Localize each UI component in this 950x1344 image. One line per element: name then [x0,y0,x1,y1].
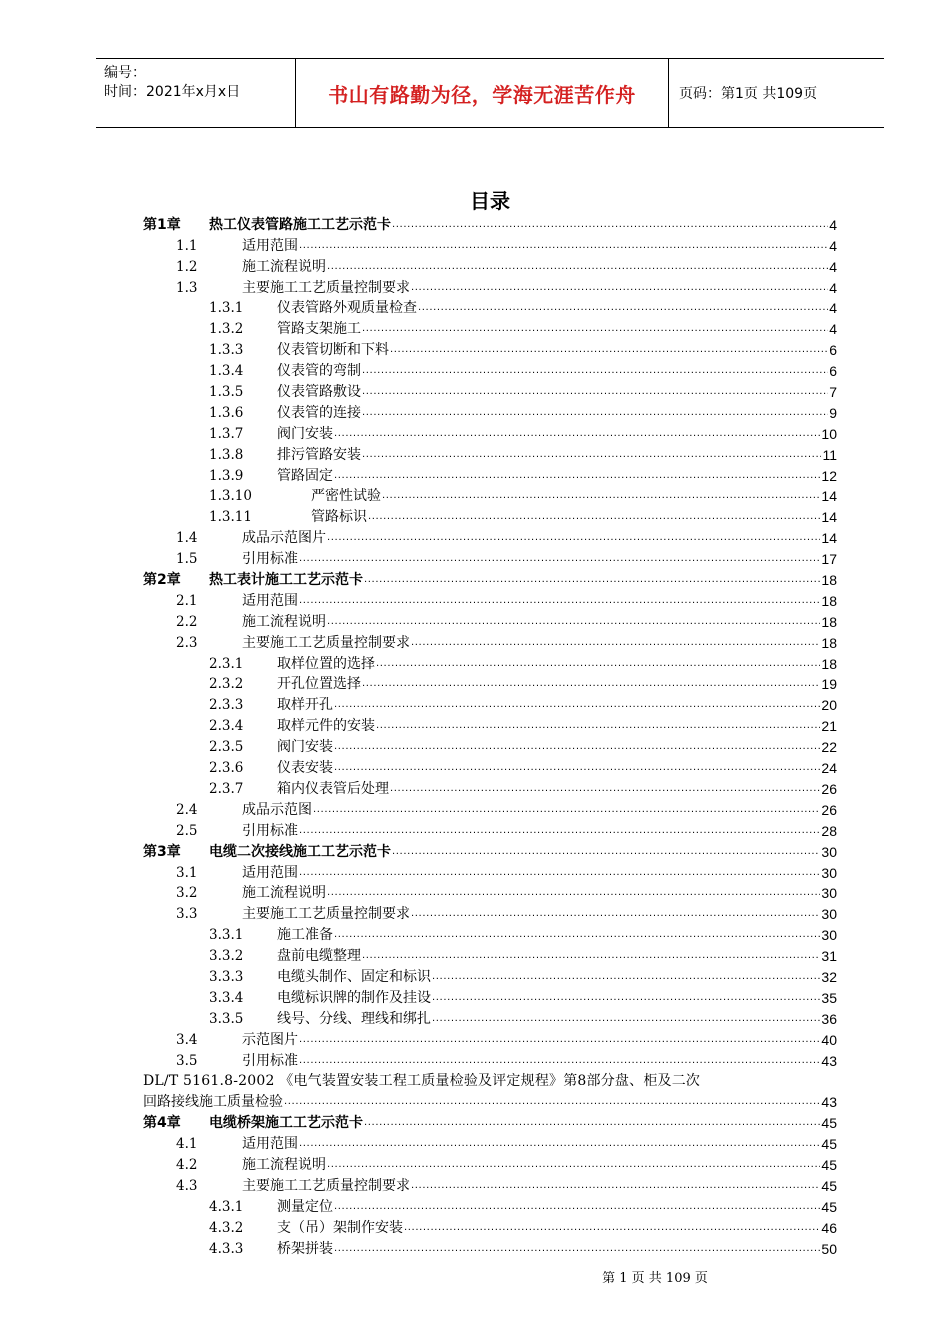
toc-entry-number: 第2章 [143,572,181,589]
toc-entry-title: 适用范围 [242,1136,298,1153]
toc-entry-title: 仪表管的连接 [277,404,361,421]
toc-entry[interactable] [143,338,837,359]
toc-dot-leader [299,240,828,255]
toc-entry-number: 2.4 [176,801,198,818]
toc-page-number: 32 [821,968,837,985]
toc-title: 目录 [470,189,510,213]
toc-entry-title: 施工流程说明 [242,258,326,275]
header-motto-cell [296,59,669,127]
number-label: 编号： [104,65,146,81]
toc-page-number: 19 [821,676,837,693]
toc-entry[interactable] [143,798,837,819]
toc-entry-title: 施工流程说明 [242,885,326,902]
toc-entry[interactable] [143,568,837,589]
toc-entry-title: 适用范围 [242,864,298,881]
page-info: 页码：第1页 共109页 [679,86,818,102]
toc-entry[interactable] [143,1070,837,1091]
toc-entry-title: 箱内仪表管后处理 [277,780,389,797]
toc-entry-title: 主要施工工艺质量控制要求 [242,906,410,923]
toc-entry-number: 3.3.2 [209,948,244,965]
toc-entry-number: 2.3 [176,634,198,651]
toc-entry-title: DL/T 5161.8-2002 《电气装置安装工程工质量检验及评定规程》第8部分盘、柜及二次 [143,1073,701,1090]
toc-entry[interactable] [143,359,837,380]
toc-entry-number: 2.3.1 [209,655,244,672]
toc-entry-title: 主要施工工艺质量控制要求 [242,1177,410,1194]
toc-entry[interactable] [143,986,837,1007]
toc-dot-leader [299,553,820,568]
toc-entry[interactable] [143,1195,837,1216]
toc-entry[interactable] [143,485,837,506]
toc-entry-number: 1.3 [176,279,198,296]
toc-dot-leader [411,908,820,923]
toc-entry[interactable] [143,944,837,965]
toc-entry[interactable] [143,589,837,610]
toc-entry[interactable] [143,234,837,255]
toc-entry-title: 适用范围 [242,592,298,609]
toc-entry-title: 测量定位 [277,1198,333,1215]
toc-page-number: 21 [821,718,837,735]
header-meta-cell [96,59,296,127]
toc-dot-leader [432,1013,820,1028]
toc-entry-number: 2.3.3 [209,697,244,714]
toc-entry[interactable] [143,1049,837,1070]
toc-entry-title: 示范图片 [242,1031,298,1048]
toc-entry-number: 2.3.6 [209,760,244,777]
toc-dot-leader [327,1159,820,1174]
toc-dot-leader [334,741,820,756]
toc-entry-number: 4.3.3 [209,1240,244,1257]
time-label: 时间：2021年x月x日 [104,84,241,100]
toc-entry[interactable] [143,777,837,798]
toc-entry-number: 2.1 [176,592,198,609]
toc-entry-title: 电缆头制作、固定和标识 [277,968,431,985]
toc-entry-title: 严密性试验 [311,488,381,505]
toc-page-number: 26 [821,801,837,818]
toc-entry-title: 阀门安装 [277,425,333,442]
toc-entry[interactable] [143,693,837,714]
toc-entry-title: 支（吊）架制作安装 [277,1219,403,1236]
toc-page-number: 45 [821,1198,837,1215]
toc-entry-number: 4.3 [176,1177,198,1194]
toc-dot-leader [362,950,820,965]
toc-entry-title: 阀门安装 [277,739,333,756]
toc-page-number: 4 [829,300,837,317]
toc-dot-leader [418,302,828,317]
toc-entry-number: 1.1 [176,237,198,254]
toc-dot-leader [327,532,820,547]
toc-page-number: 31 [821,948,837,965]
toc-dot-leader [390,783,820,798]
toc-page-number: 24 [821,760,837,777]
toc-entry[interactable] [143,1028,837,1049]
toc-entry[interactable] [143,297,837,318]
toc-dot-leader [432,971,820,986]
toc-entry[interactable] [143,1216,837,1237]
toc-entry[interactable] [143,1237,837,1258]
page-footer: 第 1 页 共 109 页 [602,1271,708,1286]
toc-page-number: 14 [821,530,837,547]
toc-page-number: 30 [821,927,837,944]
toc-page-number: 30 [821,843,837,860]
toc-entry-title: 取样位置的选择 [277,655,375,672]
toc-page-number: 43 [821,1094,837,1111]
toc-entry-number: 3.5 [176,1052,198,1069]
toc-entry-number: 第3章 [143,843,181,860]
toc-dot-leader [411,637,820,652]
toc-dot-leader [411,282,828,297]
toc-page-number: 4 [829,216,837,233]
toc-page-number: 10 [821,425,837,442]
toc-entry-title: 引用标准 [242,1052,298,1069]
toc-entry-title: 盘前电缆整理 [277,948,361,965]
toc-entry-title: 电缆二次接线施工工艺示范卡 [209,843,391,860]
toc-entry-number: 4.1 [176,1136,198,1153]
toc-page-number: 18 [821,655,837,672]
toc-entry-title: 施工流程说明 [242,613,326,630]
toc-entry[interactable] [143,505,837,526]
toc-entry-title: 热工表计施工工艺示范卡 [209,572,363,589]
toc-dot-leader [327,616,820,631]
toc-page-number: 28 [821,822,837,839]
toc-entry-title: 管路固定 [277,467,333,484]
toc-dot-leader [364,1117,820,1132]
toc-entry-number: 2.3.2 [209,676,244,693]
toc-entry-number: 1.3.3 [209,342,244,359]
toc-entry-title: 热工仪表管路施工工艺示范卡 [209,216,391,233]
toc-dot-leader [390,344,828,359]
toc-entry[interactable] [143,547,837,568]
toc-entry-title: 线号、分线、理线和绑扎 [277,1010,431,1027]
toc-entry-number: 2.3.7 [209,780,244,797]
toc-page-number: 4 [829,321,837,338]
toc-entry[interactable] [143,1090,837,1111]
toc-entry-number: 3.3.5 [209,1010,244,1027]
toc-dot-leader [411,1180,820,1195]
toc-entry-title: 取样开孔 [277,697,333,714]
toc-entry-title: 施工流程说明 [242,1156,326,1173]
toc-dot-leader [376,720,820,735]
toc-entry-number: 1.3.4 [209,363,244,380]
toc-dot-leader [334,699,820,714]
toc-entry-number: 1.3.10 [209,488,252,505]
toc-entry-title: 管路标识 [311,509,367,526]
toc-entry-number: 3.1 [176,864,198,881]
toc-dot-leader [364,574,820,589]
toc-dot-leader [334,1201,820,1216]
toc-page-number: 12 [821,467,837,484]
toc-page-number: 6 [829,342,837,359]
toc-page-number: 9 [829,404,837,421]
toc-entry-title: 施工准备 [277,927,333,944]
header-page-cell [669,59,884,127]
toc-entry-title: 成品示范图片 [242,530,326,547]
toc-entry-number: 1.3.6 [209,404,244,421]
toc-entry-number: 1.3.2 [209,321,244,338]
toc-page-number: 22 [821,739,837,756]
toc-dot-leader [362,386,828,401]
toc-dot-leader [334,762,820,777]
toc-page-number: 26 [821,780,837,797]
toc-entry-title: 仪表管路外观质量检查 [277,300,417,317]
toc-entry-number: 1.3.7 [209,425,244,442]
toc-entry[interactable] [143,673,837,694]
toc-page-number: 36 [821,1010,837,1027]
toc-dot-leader [313,804,820,819]
toc-page-number: 43 [821,1052,837,1069]
toc-page-number: 40 [821,1031,837,1048]
toc-entry-title: 开孔位置选择 [277,676,361,693]
toc-dot-leader [362,449,821,464]
toc-entry[interactable] [143,401,837,422]
toc-entry-number: 3.4 [176,1031,198,1048]
toc-page-number: 45 [821,1177,837,1194]
toc-entry[interactable] [143,610,837,631]
toc-dot-leader [334,428,820,443]
toc-dot-leader [376,658,820,673]
toc-entry[interactable] [143,443,837,464]
toc-entry-number: 1.3.1 [209,300,244,317]
toc-entry[interactable] [143,714,837,735]
toc-entry[interactable] [143,1132,837,1153]
toc-entry-number: 第1章 [143,216,181,233]
toc-page-number: 30 [821,906,837,923]
toc-entry[interactable] [143,652,837,673]
toc-dot-leader [362,323,828,338]
toc-page-number: 17 [821,551,837,568]
toc-page-number: 35 [821,989,837,1006]
toc-page-number: 14 [821,509,837,526]
toc-dot-leader [392,219,828,234]
toc-page-number: 46 [821,1219,837,1236]
toc-page-number: 4 [829,279,837,296]
toc-entry[interactable] [143,1153,837,1174]
toc-entry[interactable] [143,923,837,944]
toc-entry[interactable] [143,464,837,485]
toc-page-number: 18 [821,572,837,589]
toc-dot-leader [362,407,828,422]
toc-entry-number: 4.3.2 [209,1219,244,1236]
toc-dot-leader [362,678,820,693]
toc-entry-number: 4.3.1 [209,1198,244,1215]
toc-entry-number: 2.5 [176,822,198,839]
toc-page-number: 30 [821,885,837,902]
toc-entry-number: 2.3.5 [209,739,244,756]
toc-page-number: 45 [821,1136,837,1153]
toc-entry[interactable] [143,213,837,234]
toc-dot-leader [299,867,820,882]
toc-dot-leader [382,490,820,505]
toc-entry-number: 3.3.3 [209,968,244,985]
page-header [96,58,884,128]
toc-entry-title: 取样元件的安装 [277,718,375,735]
toc-entry[interactable] [143,819,837,840]
toc-entry-number: 1.3.11 [209,509,252,526]
toc-entry[interactable] [143,1007,837,1028]
toc-entry[interactable] [143,902,837,923]
toc-entry-title: 回路接线施工质量检验 [143,1094,283,1111]
toc-entry-title: 仪表管切断和下料 [277,342,389,359]
toc-entry-number: 2.2 [176,613,198,630]
toc-dot-leader [299,1055,820,1070]
toc-entry-title: 仪表安装 [277,760,333,777]
toc-page-number: 4 [829,237,837,254]
toc-page-number: 18 [821,592,837,609]
toc-entry-number: 1.3.8 [209,446,244,463]
toc-dot-leader [327,261,828,276]
toc-dot-leader [334,929,820,944]
toc-entry-number: 1.3.5 [209,384,244,401]
toc-entry[interactable] [143,965,837,986]
toc-page-number: 45 [821,1156,837,1173]
toc-entry-title: 引用标准 [242,551,298,568]
toc-entry[interactable] [143,317,837,338]
motto-text: 书山有路勤为径，学海无涯苦作舟 [328,82,636,107]
toc-entry[interactable] [143,380,837,401]
toc-dot-leader [334,1243,820,1258]
toc-entry-title: 仪表管的弯制 [277,363,361,380]
toc-page-number: 11 [822,446,837,463]
toc-entry-number: 3.2 [176,885,198,902]
toc-dot-leader [432,992,820,1007]
toc-entry[interactable] [143,735,837,756]
toc-dot-leader [299,1138,820,1153]
toc-entry[interactable] [143,526,837,547]
toc-entry-title: 仪表管路敷设 [277,384,361,401]
toc-entry[interactable] [143,1174,837,1195]
toc-page-number: 18 [821,634,837,651]
toc-entry[interactable] [143,840,837,861]
toc-page-number: 7 [829,384,837,401]
toc-page-number: 4 [829,258,837,275]
toc-dot-leader [362,365,828,380]
toc-page-number: 45 [821,1115,837,1132]
toc-entry-number: 2.3.4 [209,718,244,735]
toc-entry[interactable] [143,756,837,777]
toc-dot-leader [368,511,820,526]
toc-entry[interactable] [143,1111,837,1132]
toc-dot-leader [327,887,820,902]
toc-dot-leader [299,595,820,610]
toc-dot-leader [284,1096,820,1111]
table-of-contents [143,213,837,1258]
toc-entry-title: 适用范围 [242,237,298,254]
toc-entry-number: 1.5 [176,551,198,568]
toc-entry-number: 1.3.9 [209,467,244,484]
toc-entry-title: 主要施工工艺质量控制要求 [242,279,410,296]
toc-entry-number: 3.3 [176,906,198,923]
toc-entry-title: 电缆桥架施工工艺示范卡 [209,1115,363,1132]
toc-entry-number: 1.2 [176,258,198,275]
toc-entry-number: 4.2 [176,1156,198,1173]
toc-dot-leader [299,1034,820,1049]
toc-entry-title: 成品示范图 [242,801,312,818]
toc-entry[interactable] [143,255,837,276]
toc-dot-leader [404,1222,820,1237]
toc-page-number: 14 [821,488,837,505]
toc-entry-title: 桥架拼装 [277,1240,333,1257]
toc-entry-title: 排污管路安装 [277,446,361,463]
toc-entry[interactable] [143,631,837,652]
toc-dot-leader [334,470,820,485]
toc-page-number: 30 [821,864,837,881]
toc-dot-leader [392,846,820,861]
toc-entry-title: 引用标准 [242,822,298,839]
toc-entry-title: 管路支架施工 [277,321,361,338]
toc-entry-title: 主要施工工艺质量控制要求 [242,634,410,651]
toc-page-number: 6 [829,363,837,380]
toc-entry-number: 3.3.1 [209,927,244,944]
toc-entry[interactable] [143,276,837,297]
toc-entry-number: 3.3.4 [209,989,244,1006]
toc-page-number: 20 [821,697,837,714]
toc-page-number: 50 [821,1240,837,1257]
toc-entry[interactable] [143,422,837,443]
toc-entry-number: 第4章 [143,1115,181,1132]
toc-entry[interactable] [143,861,837,882]
toc-entry-title: 电缆标识牌的制作及挂设 [277,989,431,1006]
toc-dot-leader [299,825,820,840]
toc-entry[interactable] [143,882,837,903]
toc-page-number: 18 [821,613,837,630]
toc-entry-number: 1.4 [176,530,198,547]
